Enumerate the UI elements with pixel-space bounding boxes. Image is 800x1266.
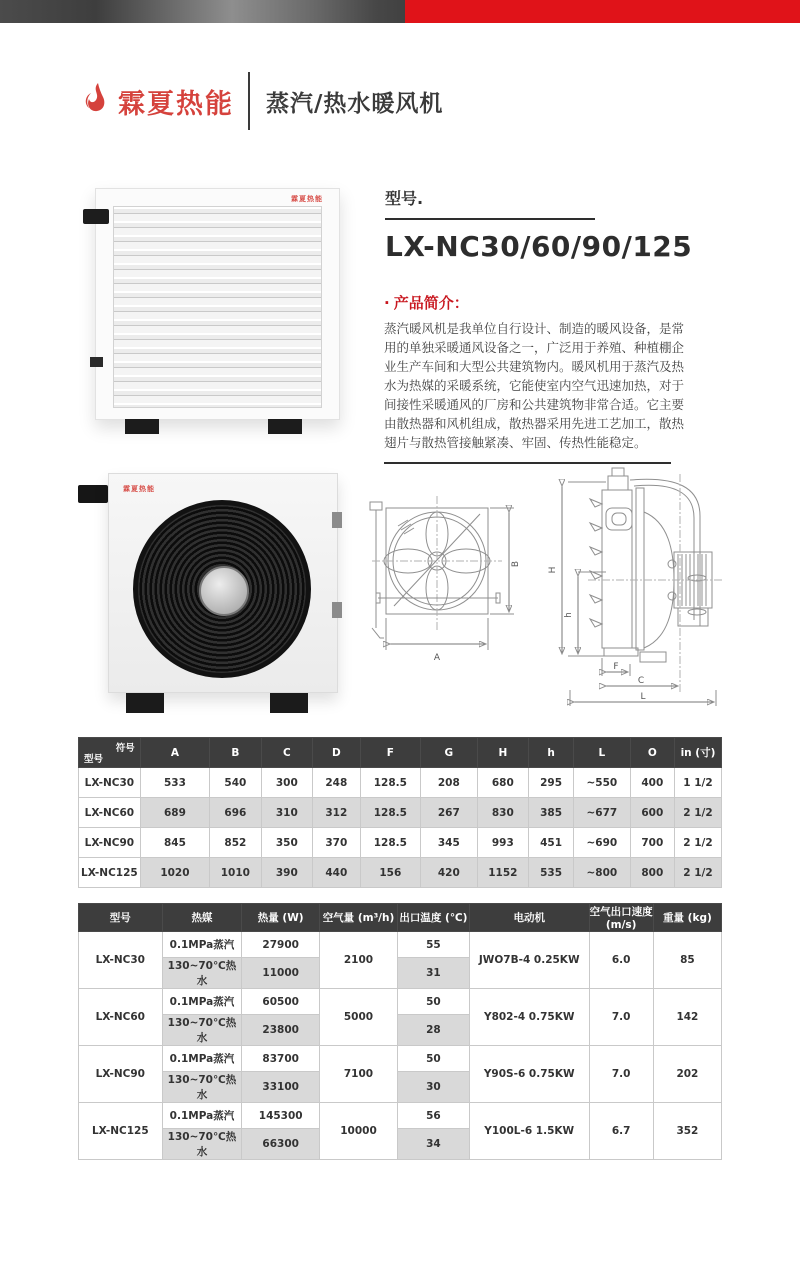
cell: 2 1/2 (675, 828, 722, 858)
fan-hub (199, 566, 249, 616)
cell: ~677 (574, 798, 631, 828)
model-underline (385, 218, 595, 220)
cell: 23800 (242, 1015, 320, 1046)
corner-cell (79, 738, 141, 768)
cell: 6.7 (589, 1103, 653, 1160)
cell: 852 (210, 828, 261, 858)
col-header: 热媒 (162, 904, 242, 932)
intro-heading-text: 产品简介： (393, 294, 469, 312)
cell: 85 (653, 932, 721, 989)
cell: 1152 (477, 858, 528, 888)
cell: 248 (313, 768, 361, 798)
louver-grille (113, 206, 322, 408)
cell: 845 (140, 828, 209, 858)
cell: 993 (477, 828, 528, 858)
col-header: 型号 (79, 904, 163, 932)
front-view-drawing (368, 478, 523, 693)
cell: 208 (421, 768, 478, 798)
cell: 696 (210, 798, 261, 828)
cell: Y100L-6 1.5KW (469, 1103, 589, 1160)
cell: 34 (397, 1129, 469, 1160)
dim-label-L: L (640, 692, 646, 702)
cell: 130~70℃热水 (162, 958, 242, 989)
cell: 440 (313, 858, 361, 888)
col-header: B (210, 738, 261, 768)
cell: 310 (261, 798, 312, 828)
brand-name: 霖夏热能 (118, 88, 234, 120)
cell: 830 (477, 798, 528, 828)
model-block (385, 186, 695, 263)
col-header: D (313, 738, 361, 768)
cell: Y90S-6 0.75KW (469, 1046, 589, 1103)
cell: 83700 (242, 1046, 320, 1072)
flame-logo-icon (84, 81, 110, 121)
dim-label-C: C (637, 676, 645, 686)
cell: 7.0 (589, 1046, 653, 1103)
cell: 128.5 (360, 828, 420, 858)
cell: 5000 (320, 989, 398, 1046)
table-row (79, 768, 722, 798)
cell: 0.1MPa蒸汽 (162, 932, 242, 958)
cell: 1020 (140, 858, 209, 888)
top-banner (0, 0, 800, 23)
cell: 11000 (242, 958, 320, 989)
cell: 400 (630, 768, 674, 798)
cell: 128.5 (360, 798, 420, 828)
foot-right (268, 419, 302, 434)
cell: 295 (529, 768, 574, 798)
col-header: F (360, 738, 420, 768)
table-row (79, 932, 722, 958)
cell: 50 (397, 1046, 469, 1072)
cell: 2 1/2 (675, 798, 722, 828)
cell: 352 (653, 1103, 721, 1160)
product-photo-back (108, 473, 338, 713)
cell: 420 (421, 858, 478, 888)
col-header: C (261, 738, 312, 768)
cell-model: LX-NC60 (79, 798, 141, 828)
cell: 128.5 (360, 768, 420, 798)
dim-label-F: F (613, 662, 619, 672)
cell: 267 (421, 798, 478, 828)
cell-model: LX-NC30 (79, 768, 141, 798)
dim-label-H: H (548, 566, 558, 574)
intro-paragraph: 蒸汽暖风机是我单位自行设计、制造的暖风设备，是常用的单独采暖通风设备之一，广泛用于养殖、种植棚企业生产车间和大型公共建筑物内。暖风机用于蒸汽及热水为热媒的采暖系统，它能使室内空气迅速加热，对于间接性采暖通风的厂房和公共建筑物非常合适。它主要由散热器和风机组成，散热器采用先进工艺加工，散热翅片与散热管接触紧凑、牢固、传热性能稳定。 (384, 321, 685, 450)
dim-label-A: A (433, 653, 441, 663)
cell: 60500 (242, 989, 320, 1015)
col-header: 空气量 (m³/h) (320, 904, 398, 932)
cell: JWO7B-4 0.25KW (469, 932, 589, 989)
cell-model: LX-NC90 (79, 1046, 163, 1103)
cell-model: LX-NC125 (79, 858, 141, 888)
cell: 2100 (320, 932, 398, 989)
cell: 10000 (320, 1103, 398, 1160)
table-row (79, 828, 722, 858)
cell: 533 (140, 768, 209, 798)
cell: 385 (529, 798, 574, 828)
cell-model: LX-NC125 (79, 1103, 163, 1160)
pipe-stub-middle (90, 357, 103, 367)
col-header: h (529, 738, 574, 768)
dim-label-B: B (511, 560, 521, 568)
cell: 130~70℃热水 (162, 1129, 242, 1160)
side-view-drawing (548, 460, 728, 718)
cell: 350 (261, 828, 312, 858)
cell: 145300 (242, 1103, 320, 1129)
cell: 1010 (210, 858, 261, 888)
cell: Y802-4 0.75KW (469, 989, 589, 1046)
foot-left (125, 419, 159, 434)
cell: 30 (397, 1072, 469, 1103)
table-row (79, 1046, 722, 1072)
col-header: 电动机 (469, 904, 589, 932)
col-header: 热量 (W) (242, 904, 320, 932)
cell: 345 (421, 828, 478, 858)
dim-label-h: h (564, 612, 574, 618)
cell: 50 (397, 989, 469, 1015)
brand-badge: 霖夏热能 (123, 485, 155, 493)
heater-cabinet-back (108, 473, 338, 693)
brand-header (84, 70, 443, 132)
table-row (79, 989, 722, 1015)
pipe-stub-top (83, 209, 109, 224)
col-header: A (140, 738, 209, 768)
dimension-table-header-row (79, 738, 722, 768)
cell: 312 (313, 798, 361, 828)
cell-model: LX-NC30 (79, 932, 163, 989)
mount-tab-top (332, 512, 342, 528)
cell: 370 (313, 828, 361, 858)
corner-label-symbol: 符号 (115, 743, 135, 754)
cell: 56 (397, 1103, 469, 1129)
heater-cabinet (95, 188, 340, 420)
col-header: 出口温度 (℃) (397, 904, 469, 932)
cell: 66300 (242, 1129, 320, 1160)
cell: 33100 (242, 1072, 320, 1103)
fan-guard (133, 500, 311, 678)
col-header: G (421, 738, 478, 768)
cell: 28 (397, 1015, 469, 1046)
cell: 130~70℃热水 (162, 1072, 242, 1103)
cell: 700 (630, 828, 674, 858)
cell: 535 (529, 858, 574, 888)
corner-label-model: 型号 (84, 754, 104, 765)
cell: 55 (397, 932, 469, 958)
table-row (79, 798, 722, 828)
cell: 540 (210, 768, 261, 798)
cell: 800 (630, 858, 674, 888)
intro-block (384, 292, 684, 464)
cell: 451 (529, 828, 574, 858)
cell: ~690 (574, 828, 631, 858)
foot-left (126, 693, 164, 713)
col-header: 空气出口速度 (m/s) (589, 904, 653, 932)
cell: 0.1MPa蒸汽 (162, 1103, 242, 1129)
cell: 300 (261, 768, 312, 798)
foot-right (270, 693, 308, 713)
cell: 130~70℃热水 (162, 1015, 242, 1046)
cell: 31 (397, 958, 469, 989)
cell: 6.0 (589, 932, 653, 989)
dimension-table (78, 737, 722, 888)
cell: 600 (630, 798, 674, 828)
cell: 202 (653, 1046, 721, 1103)
cell: 142 (653, 989, 721, 1046)
table-row (79, 858, 722, 888)
mount-tab-bottom (332, 602, 342, 618)
cell: 0.1MPa蒸汽 (162, 1046, 242, 1072)
col-header: 重量 (kg) (653, 904, 721, 932)
performance-table (78, 903, 722, 1160)
header-divider (248, 72, 250, 130)
page-title: 蒸汽/热水暖风机 (266, 90, 444, 117)
col-header: in (寸) (675, 738, 722, 768)
pipe-stub-bottom (78, 485, 108, 503)
cell: ~550 (574, 768, 631, 798)
performance-table-header-row (79, 904, 722, 932)
brand-badge: 霖夏热能 (291, 195, 323, 203)
cell: 689 (140, 798, 209, 828)
col-header: L (574, 738, 631, 768)
cell: 27900 (242, 932, 320, 958)
cell-model: LX-NC90 (79, 828, 141, 858)
cell: 7.0 (589, 989, 653, 1046)
table-row (79, 1103, 722, 1129)
cell: 156 (360, 858, 420, 888)
cell: ~800 (574, 858, 631, 888)
intro-heading (384, 292, 684, 313)
cell: 2 1/2 (675, 858, 722, 888)
cell: 7100 (320, 1046, 398, 1103)
model-number: LX-NC30/60/90/125 (385, 230, 693, 263)
cell-model: LX-NC60 (79, 989, 163, 1046)
col-header: H (477, 738, 528, 768)
cell: 0.1MPa蒸汽 (162, 989, 242, 1015)
model-label: 型号. (385, 189, 424, 208)
cell: 1 1/2 (675, 768, 722, 798)
col-header: O (630, 738, 674, 768)
cell: 390 (261, 858, 312, 888)
bullet-dot: · (384, 294, 390, 312)
product-photo-front (95, 188, 340, 434)
cell: 680 (477, 768, 528, 798)
